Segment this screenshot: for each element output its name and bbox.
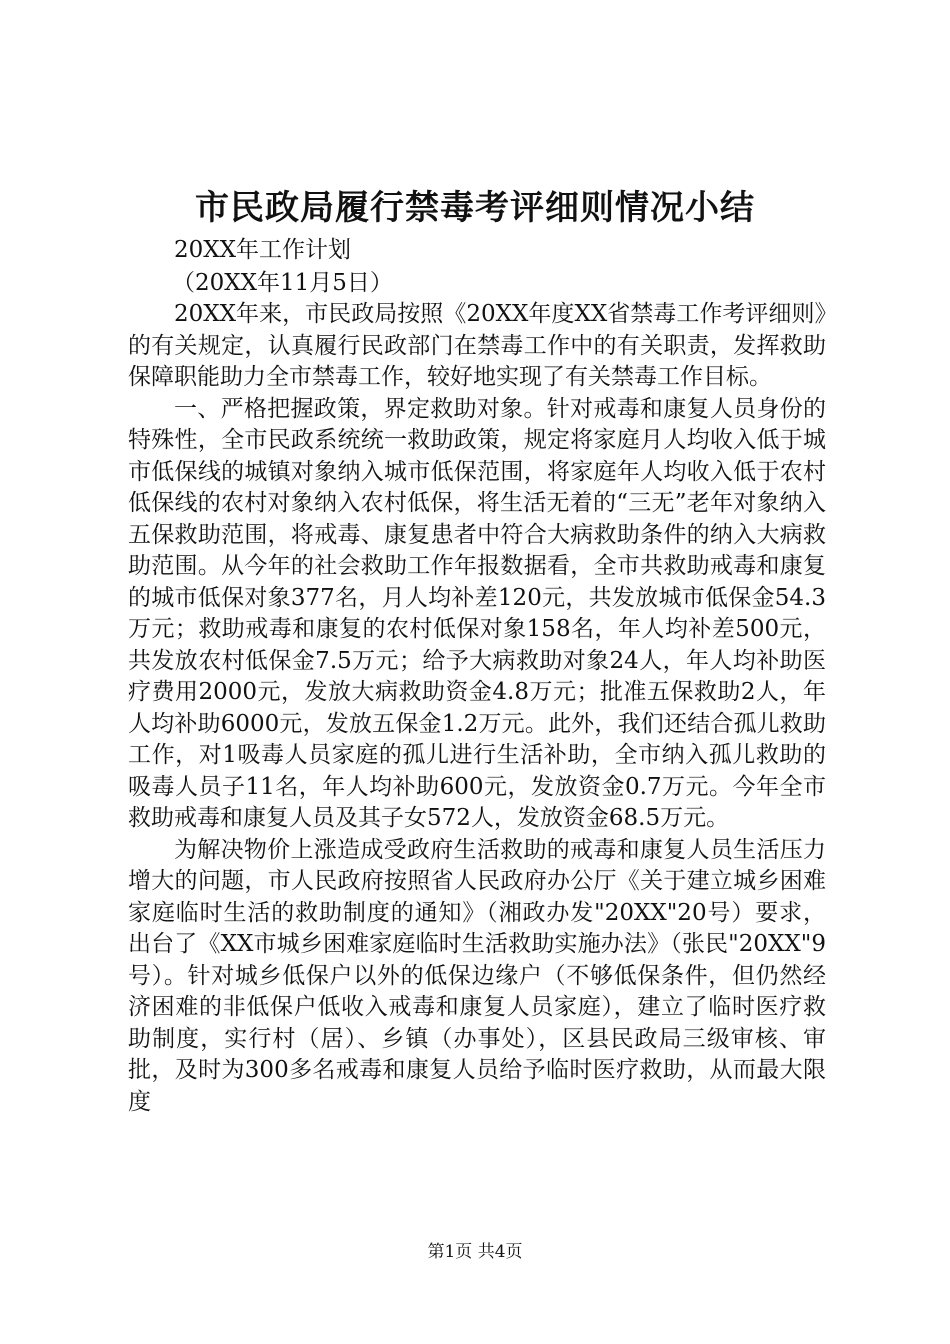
paragraph-intro: 20XX年来，市民政局按照《20XX年度XX省禁毒工作考评细则》的有关规定，认真履行民政部门在禁毒工作中的有关职责，发挥救助保障职能助力全市禁毒工作，较好地实现了有关禁毒工作目标。 (128, 301, 826, 390)
paragraph-temporary-relief: 为解决物价上涨造成受政府生活救助的戒毒和康复人员生活压力增大的问题，市人民政府按照省人民政府办公厅《关于建立城乡困难家庭临时生活的救助制度的通知》（湘政办发"20XX"20号）要求，出台了《XX市城乡困难家庭临时生活救助实施办法》（张民"20XX"9号）。针对城乡低保户以外的低保边缘户（不够低保条件，但仍然经济困难的非低保户低收入戒毒和康复人员家庭），建立了临时医疗救助制度，实行村（居）、乡镇（办事处），区县民政局三级审核、审批，及时为300多名戒毒和康复人员给予临时医疗救助，从而最大限度 (128, 836, 826, 1115)
document-body (128, 299, 826, 1118)
document-subtitle: 20XX年工作计划 (174, 237, 352, 263)
page-number-footer: 第1页 共4页 (427, 1242, 523, 1262)
paragraph-section-one: 一、严格把握政策，界定救助对象。针对戒毒和康复人员身份的特殊性，全市民政系统统一救助政策，规定将家庭月人均收入低于城市低保线的城镇对象纳入城市低保范围，将家庭年人均收入低于农村低保线的农村对象纳入农村低保，将生活无着的“三无”老年对象纳入五保救助范围，将戒毒、康复患者中符合大病救助条件的纳入大病救助范围。从今年的社会救助工作年报数据看，全市共救助戒毒和康复的城市低保对象377名，月人均补差120元，共发放城市低保金54.3万元；救助戒毒和康复的农村低保对象158名，年人均补差500元，共发放农村低保金7.5万元；给予大病救助对象24人，年人均补助医疗费用2000元，发放大病救助资金4.8万元；批准五保救助2人，年人均补助6000元，发放五保金1.2万元。此外，我们还结合孤儿救助工作，对1吸毒人员家庭的孤儿进行生活补助，全市纳入孤儿救助的吸毒人员子11名，年人均补助600元，发放资金0.7万元。今年全市救助戒毒和康复人员及其子女572人，发放资金68.5万元。 (128, 395, 826, 831)
document-title: 市民政局履行禁毒考评细则情况小结 (195, 188, 755, 228)
document-date: （20XX年11月5日） (172, 270, 393, 296)
